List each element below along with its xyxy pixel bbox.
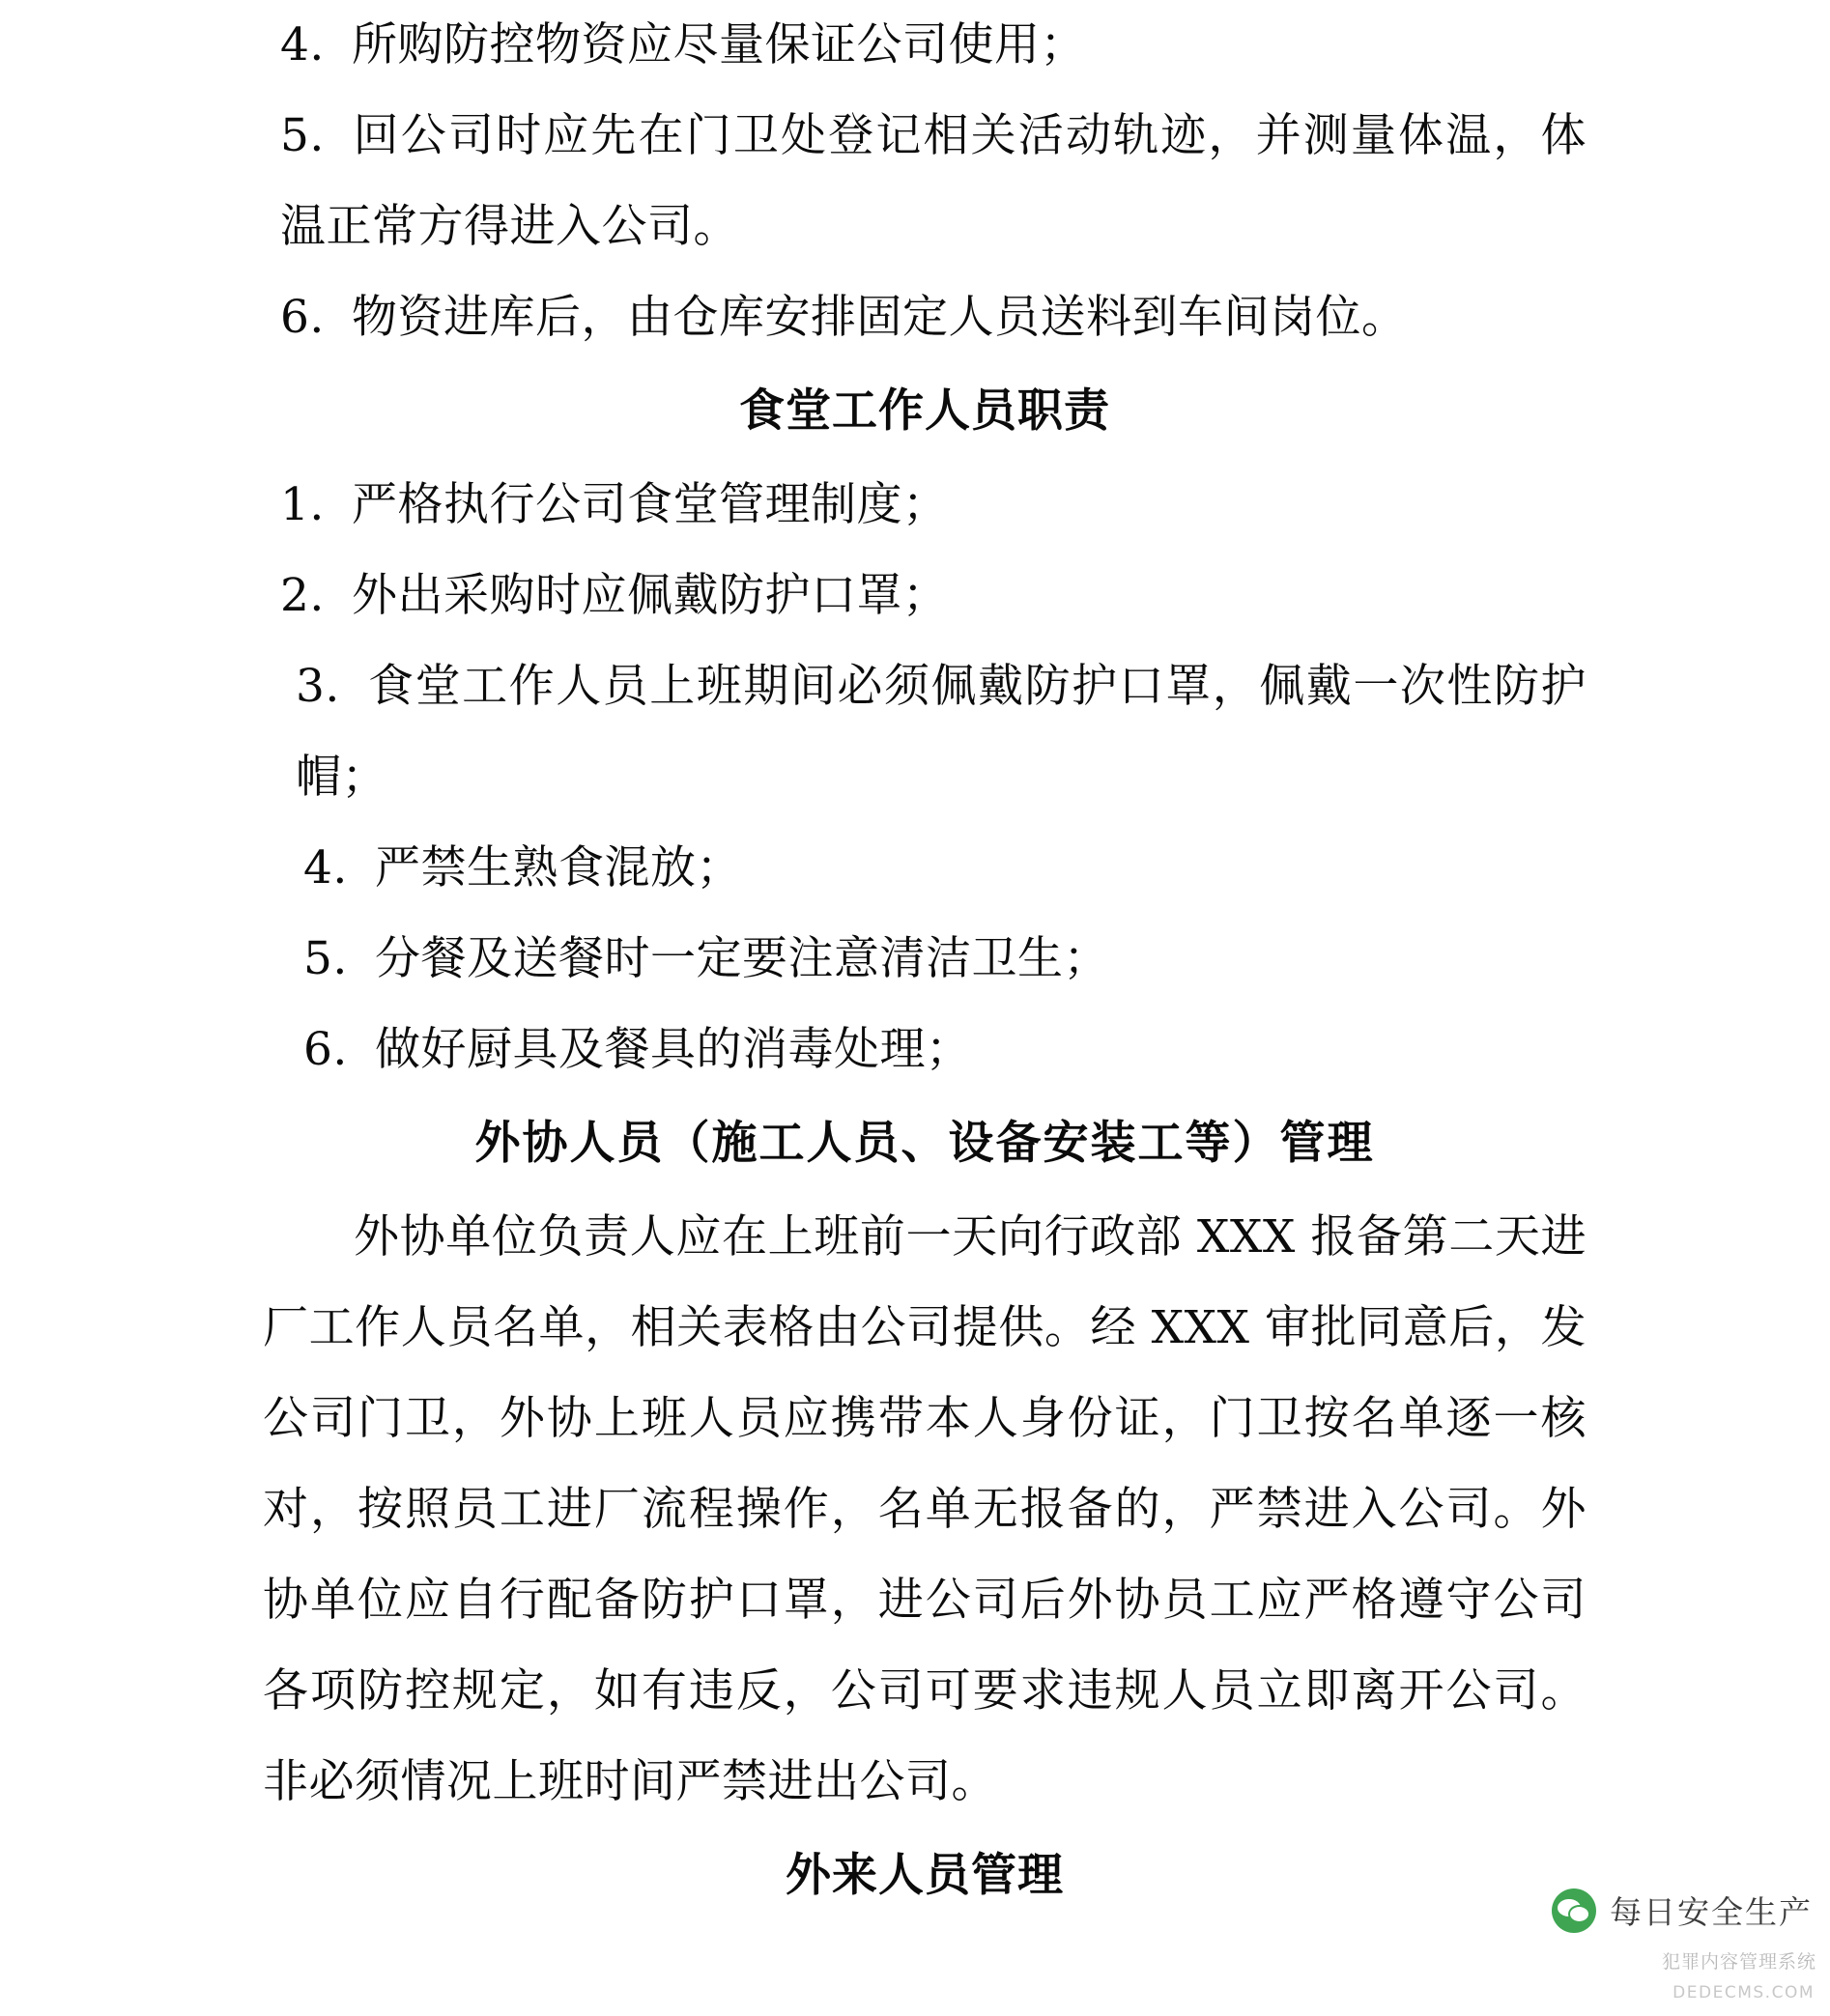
- section-heading-visitor: 外来人员管理: [786, 1849, 1064, 1902]
- section-heading-contractor: 外协人员（施工人员、设备安装工等）管理: [474, 1117, 1375, 1170]
- corner-watermark: 犯罪内容管理系统: [1661, 1951, 1816, 1973]
- list-item: [263, 1005, 1587, 1095]
- wechat-account-name: 每日安全生产: [1610, 1893, 1813, 1931]
- list-item: [263, 91, 1587, 272]
- wechat-icon: [1552, 1888, 1596, 1933]
- list-item-number: 1.: [280, 478, 325, 531]
- site-watermark: DEDECMS.COM: [1673, 1983, 1815, 2002]
- list-item: [263, 460, 1587, 551]
- list-item: [263, 272, 1587, 363]
- wechat-account-watermark: [1552, 1888, 1813, 1933]
- list-item: [263, 914, 1587, 1005]
- list-item: [263, 823, 1587, 914]
- list-item-text: 严格执行公司食堂管理制度；: [352, 478, 949, 531]
- list-item-text: 回公司时应先在门卫处登记相关活动轨迹，并测量体温，体温正常方得进入公司。: [280, 109, 1587, 253]
- list-item-number: 4.: [280, 18, 325, 71]
- paragraph-contractor-body: 外协单位负责人应在上班前一天向行政部 XXX 报备第二天进厂工作人员名单，相关表格由公司提供。经 XXX 审批同意后，发公司门卫，外协上班人员应携带本人身份证，门卫按名单逐一核对，按照员工进厂流程操作，名单无报备的，严禁进入公司。外协单位应自行配备防护口罩，进公司后外协员工应严格遵守公司各项防控规定，如有违反，公司可要求违规人员立即离开公司。非必须情况上班时间严禁进出公司。: [263, 1210, 1587, 1808]
- list-item-text: 物资进库后，由仓库安排固定人员送料到车间岗位。: [352, 291, 1408, 344]
- list-item-text: 严禁生熟食混放；: [375, 841, 742, 894]
- list-item-number: 3.: [296, 660, 340, 713]
- list-item-text: 做好厨具及餐具的消毒处理；: [375, 1023, 972, 1076]
- document-body: [263, 0, 1587, 1924]
- list-item: [263, 551, 1587, 641]
- list-item-text: 所购防控物资应尽量保证公司使用；: [352, 18, 1086, 71]
- list-item-text: 外出采购时应佩戴防护口罩；: [352, 569, 949, 622]
- list-item-text: 食堂工作人员上班期间必须佩戴防护口罩，佩戴一次性防护帽；: [296, 660, 1587, 804]
- section-material-rules: [263, 0, 1587, 363]
- list-item-number: 6.: [280, 291, 325, 344]
- section-canteen-rules: [263, 460, 1587, 1095]
- list-item-number: 5.: [280, 109, 325, 162]
- list-item: [263, 0, 1587, 91]
- list-item: [263, 641, 1587, 823]
- list-item-number: 4.: [303, 841, 348, 894]
- list-item-number: 5.: [303, 932, 348, 985]
- list-item-number: 6.: [303, 1023, 348, 1076]
- list-item-text: 分餐及送餐时一定要注意清洁卫生；: [375, 932, 1109, 985]
- list-item-number: 2.: [280, 569, 325, 622]
- section-heading-canteen: 食堂工作人员职责: [739, 384, 1110, 438]
